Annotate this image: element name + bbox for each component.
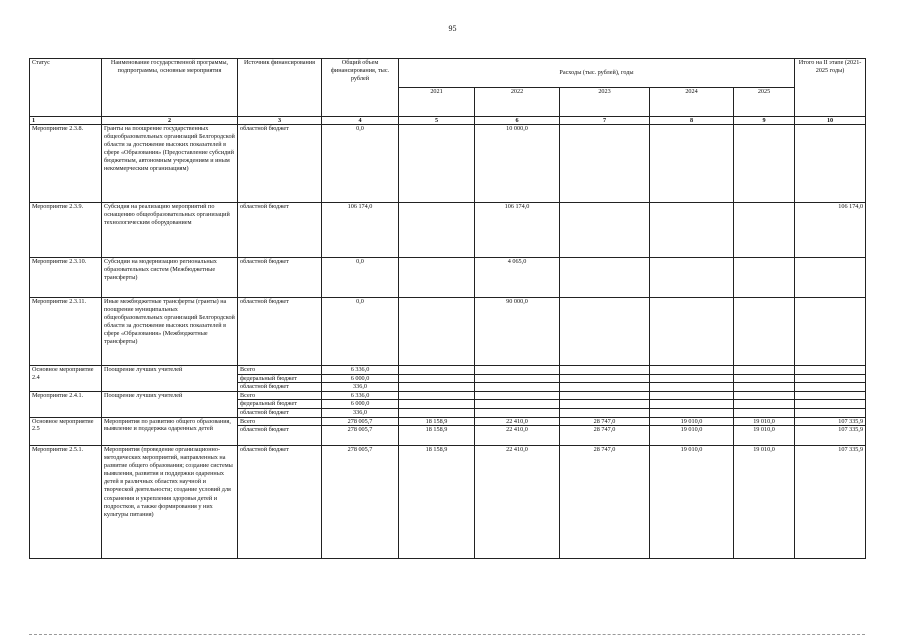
- row-source: областной бюджет: [238, 203, 322, 258]
- row-2024: [650, 258, 734, 298]
- row-2021: [399, 383, 475, 392]
- row-2021: 18 158,9: [399, 426, 475, 446]
- row-2025: [734, 374, 795, 383]
- row-stage-total: [795, 298, 866, 366]
- row-name: Мероприятия по развитию общего образования, выявление и поддержка одаренных детей: [102, 417, 238, 446]
- column-number: 6: [475, 117, 560, 125]
- row-2024: [650, 383, 734, 392]
- column-number: 7: [560, 117, 650, 125]
- row-stage-total: [795, 258, 866, 298]
- table-row: [30, 258, 866, 298]
- row-stage-total: 107 335,9: [795, 426, 866, 446]
- row-stage-total: [795, 125, 866, 203]
- row-name: Субсидия на реализацию мероприятий по оснащению общеобразовательных организаций технологическим оборудованием: [102, 203, 238, 258]
- header-name: Наименование государственной программы, подпрограммы, основные мероприятия: [102, 59, 238, 117]
- row-2024: 19 010,0: [650, 417, 734, 426]
- column-number: 3: [238, 117, 322, 125]
- row-2022: 106 174,0: [475, 203, 560, 258]
- row-stage-total: [795, 391, 866, 400]
- row-2025: [734, 408, 795, 417]
- row-2025: [734, 298, 795, 366]
- header-row: [30, 59, 866, 88]
- page-bottom-edge: [29, 634, 865, 635]
- row-name: Субсидии на модернизацию региональных образовательных систем (Межбюджетные трансферты): [102, 258, 238, 298]
- table-row: [30, 203, 866, 258]
- row-2023: [560, 203, 650, 258]
- row-2025: 19 010,0: [734, 426, 795, 446]
- column-number: 8: [650, 117, 734, 125]
- row-2022: 90 000,0: [475, 298, 560, 366]
- row-source: Всего: [238, 391, 322, 400]
- column-number: 4: [322, 117, 399, 125]
- row-2022: [475, 374, 560, 383]
- row-2024: 19 010,0: [650, 446, 734, 559]
- row-status: Мероприятие 2.3.10.: [30, 258, 102, 298]
- row-source: областной бюджет: [238, 446, 322, 559]
- row-stage-total: 106 174,0: [795, 203, 866, 258]
- header-year: 2022: [475, 88, 560, 117]
- row-status: Мероприятие 2.5.1.: [30, 446, 102, 559]
- row-source: областной бюджет: [238, 258, 322, 298]
- row-2023: [560, 366, 650, 375]
- row-2021: 18 158,9: [399, 417, 475, 426]
- row-total: 0,0: [322, 258, 399, 298]
- row-2025: [734, 391, 795, 400]
- row-2024: [650, 408, 734, 417]
- row-2023: [560, 125, 650, 203]
- row-total: 6 336,0: [322, 391, 399, 400]
- row-2024: [650, 374, 734, 383]
- row-2021: [399, 258, 475, 298]
- row-2025: [734, 125, 795, 203]
- row-2022: [475, 408, 560, 417]
- column-number: 5: [399, 117, 475, 125]
- row-status: Мероприятие 2.3.9.: [30, 203, 102, 258]
- row-stage-total: 107 335,9: [795, 446, 866, 559]
- row-total: 0,0: [322, 298, 399, 366]
- row-stage-total: 107 335,9: [795, 417, 866, 426]
- header-year: 2023: [560, 88, 650, 117]
- row-status: Основное мероприятие 2.5: [30, 417, 102, 446]
- row-source: Всего: [238, 417, 322, 426]
- row-2024: [650, 203, 734, 258]
- page-number: 95: [448, 24, 457, 33]
- header-year: 2025: [734, 88, 795, 117]
- row-2022: [475, 400, 560, 409]
- row-2023: [560, 400, 650, 409]
- column-number-row: [30, 117, 866, 125]
- row-2021: [399, 125, 475, 203]
- row-total: 6 000,0: [322, 400, 399, 409]
- row-2023: 28 747,0: [560, 426, 650, 446]
- table-row: [30, 391, 866, 400]
- row-2021: [399, 391, 475, 400]
- row-2025: [734, 258, 795, 298]
- row-2025: [734, 366, 795, 375]
- row-status: Мероприятие 2.3.8.: [30, 125, 102, 203]
- row-2023: [560, 391, 650, 400]
- row-2023: [560, 374, 650, 383]
- row-total: 0,0: [322, 125, 399, 203]
- table-row: [30, 366, 866, 375]
- row-name: Гранты на поощрение государственных общеобразовательных организаций Белгородской области за достижение высоких показателей в сфере «Образования» (Предоставление субсидий бюджетным, автономным учреждениям и иным некоммерческим организациям): [102, 125, 238, 203]
- row-source: Всего: [238, 366, 322, 375]
- row-total: 6 336,0: [322, 366, 399, 375]
- row-source: областной бюджет: [238, 408, 322, 417]
- row-name: Мероприятия (проведение организационно-методических мероприятий, направленных на развитие общего образования; создание системы выявления, развития и поддержки одаренных детей в различных областях научной и творческой деятельности; создание условий для сохранения и укрепления здоровья детей и подростков, а также формирования у них культуры питания): [102, 446, 238, 559]
- table-row: [30, 125, 866, 203]
- row-2021: [399, 298, 475, 366]
- row-2021: [399, 366, 475, 375]
- header-status: Статус: [30, 59, 102, 117]
- row-2022: 4 065,0: [475, 258, 560, 298]
- row-2024: [650, 366, 734, 375]
- row-source: областной бюджет: [238, 383, 322, 392]
- column-number: 1: [30, 117, 102, 125]
- column-number: 9: [734, 117, 795, 125]
- row-name: Иные межбюджетные трансферты (гранты) на поощрение муниципальных общеобразовательных организаций Белгородской области за достижение высоких показателей в сфере «Образования» (Межбюджетные трансферты): [102, 298, 238, 366]
- row-total: 106 174,0: [322, 203, 399, 258]
- header-source: Источник финансирования: [238, 59, 322, 117]
- row-status: Основное мероприятие 2.4: [30, 366, 102, 392]
- row-2025: [734, 203, 795, 258]
- row-2024: [650, 298, 734, 366]
- row-2025: [734, 383, 795, 392]
- table-row: [30, 417, 866, 426]
- row-2022: 22 410,0: [475, 417, 560, 426]
- row-source: федеральный бюджет: [238, 400, 322, 409]
- table-row: [30, 298, 866, 366]
- row-stage-total: [795, 408, 866, 417]
- row-total: 278 005,7: [322, 446, 399, 559]
- row-2023: 28 747,0: [560, 446, 650, 559]
- table-row: [30, 446, 866, 559]
- header-expenses: Расходы (тыс. рублей), годы: [399, 59, 795, 88]
- row-2022: 22 410,0: [475, 446, 560, 559]
- row-source: областной бюджет: [238, 298, 322, 366]
- row-2024: [650, 391, 734, 400]
- column-number: 10: [795, 117, 866, 125]
- row-name: Поощрение лучших учителей: [102, 366, 238, 392]
- row-2021: [399, 374, 475, 383]
- row-stage-total: [795, 383, 866, 392]
- row-2025: [734, 400, 795, 409]
- row-2023: [560, 383, 650, 392]
- row-total: 336,0: [322, 408, 399, 417]
- row-total: 278 005,7: [322, 417, 399, 426]
- row-stage-total: [795, 366, 866, 375]
- row-2023: [560, 298, 650, 366]
- row-2022: [475, 383, 560, 392]
- budget-table: [29, 58, 866, 559]
- row-2025: 19 010,0: [734, 446, 795, 559]
- row-2022: 22 410,0: [475, 426, 560, 446]
- row-2022: [475, 391, 560, 400]
- row-status: Мероприятие 2.4.1.: [30, 391, 102, 417]
- header-year: 2021: [399, 88, 475, 117]
- row-2021: 18 158,9: [399, 446, 475, 559]
- row-total: 278 005,7: [322, 426, 399, 446]
- row-2021: [399, 203, 475, 258]
- row-2024: [650, 400, 734, 409]
- header-total: Общий объем финансирования, тыс. рублей: [322, 59, 399, 117]
- row-2024: 19 010,0: [650, 426, 734, 446]
- row-stage-total: [795, 400, 866, 409]
- row-2023: [560, 408, 650, 417]
- row-2021: [399, 408, 475, 417]
- column-number: 2: [102, 117, 238, 125]
- header-year: 2024: [650, 88, 734, 117]
- row-status: Мероприятие 2.3.11.: [30, 298, 102, 366]
- row-source: областной бюджет: [238, 426, 322, 446]
- row-2021: [399, 400, 475, 409]
- row-source: федеральный бюджет: [238, 374, 322, 383]
- row-total: 6 000,0: [322, 374, 399, 383]
- row-name: Поощрение лучших учителей: [102, 391, 238, 417]
- row-2025: 19 010,0: [734, 417, 795, 426]
- row-2022: [475, 366, 560, 375]
- row-2023: [560, 258, 650, 298]
- row-total: 336,0: [322, 383, 399, 392]
- row-2022: 10 000,0: [475, 125, 560, 203]
- header-stage-total: Итого на II этапе (2021-2025 годы): [795, 59, 866, 117]
- row-stage-total: [795, 374, 866, 383]
- row-2024: [650, 125, 734, 203]
- row-2023: 28 747,0: [560, 417, 650, 426]
- row-source: областной бюджет: [238, 125, 322, 203]
